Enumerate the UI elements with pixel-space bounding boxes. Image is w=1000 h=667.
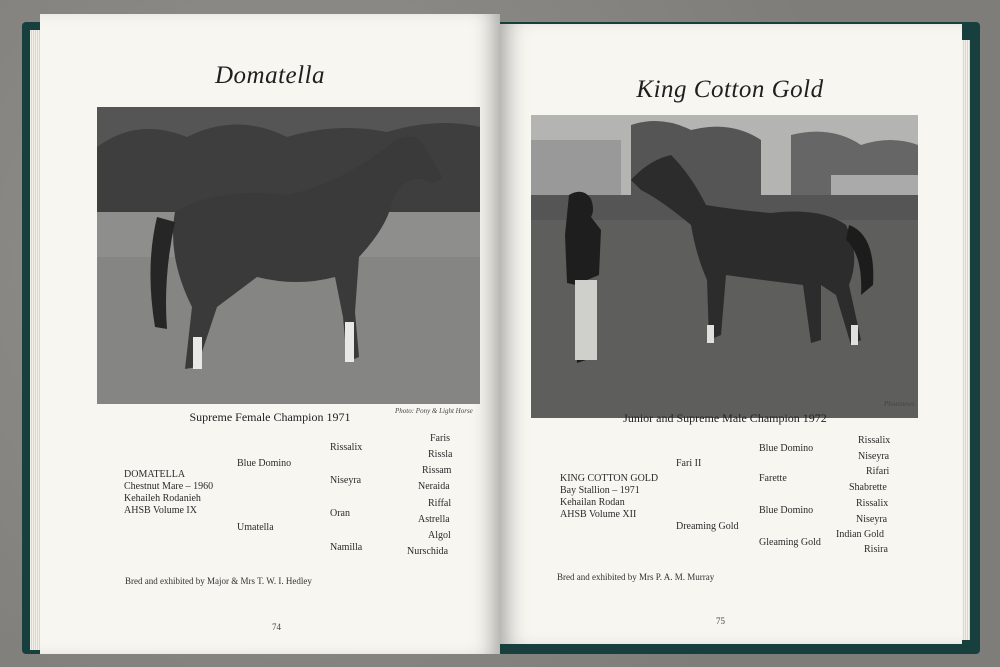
bred-by: Bred and exhibited by Major & Mrs T. W. I. Hedley [125,576,312,586]
pedigree-sire: Fari II [676,458,702,469]
pedigree-gen3-1: Faris [430,433,450,444]
horse-name: DOMATELLA [124,469,186,480]
pedigree-dam-sire: Oran [330,508,350,519]
page-number: 74 [272,622,281,632]
horse-description: Chestnut Mare – 1960 [124,481,214,492]
horse-photo [531,115,918,418]
page-title: King Cotton Gold [636,76,824,103]
horse-description: Bay Stallion – 1971 [560,485,640,496]
pedigree-dam-sire: Blue Domino [759,505,814,516]
pedigree-dam: Umatella [237,522,274,533]
pedigree-gen3-7: Algol [428,530,451,541]
photo-credit: Photonews [884,400,915,408]
pedigree-gen3-6: Niseyra [856,514,888,525]
pedigree-gen3-7: Indian Gold [836,529,885,540]
champion-caption: Junior and Supreme Male Champion 1972 [623,411,827,425]
left-page [40,14,500,654]
horse-photo [97,107,480,404]
pedigree-sire-sire: Rissalix [330,442,363,453]
pedigree-gen3-2: Niseyra [858,451,890,462]
pedigree-gen3-4: Neraida [418,481,450,492]
right-page [500,24,962,644]
pedigree-dam-dam: Namilla [330,542,363,553]
pedigree-dam-dam: Gleaming Gold [759,537,821,548]
horse-name: KING COTTON GOLD [560,473,659,484]
pedigree-gen3-5: Riffal [428,498,452,509]
pedigree-sire-dam: Farette [759,473,787,484]
pedigree-gen3-6: Astrella [418,514,450,525]
page-title: Domatella [214,62,326,89]
horse-stud-book: AHSB Volume XII [560,509,637,520]
pedigree-gen3-5: Rissalix [856,498,889,509]
horse-strain: Kehaileh Rodanieh [124,493,201,504]
horse-stud-book: AHSB Volume IX [124,505,197,516]
pedigree-sire-sire: Blue Domino [759,443,814,454]
pedigree-gen3-4: Shabrette [849,482,887,493]
horse-strain: Kehailan Rodan [560,497,625,508]
pedigree-sire-dam: Niseyra [330,475,362,486]
pedigree-gen3-3: Rifari [866,466,890,477]
bred-by: Bred and exhibited by Mrs P. A. M. Murray [557,572,715,582]
photo-credit: Photo: Pony & Light Horse [395,407,473,415]
pedigree-gen3-8: Nurschida [407,546,449,557]
pedigree-dam: Dreaming Gold [676,521,739,532]
champion-caption: Supreme Female Champion 1971 [189,410,351,424]
page-edges-right [962,40,970,640]
pedigree-gen3-2: Rissla [428,449,453,460]
page-number: 75 [716,616,725,626]
page-edges-left [30,30,40,650]
pedigree-gen3-8: Risira [864,544,888,555]
pedigree-gen3-1: Rissalix [858,435,891,446]
pedigree-sire: Blue Domino [237,458,292,469]
pedigree-gen3-3: Rissam [422,465,452,476]
